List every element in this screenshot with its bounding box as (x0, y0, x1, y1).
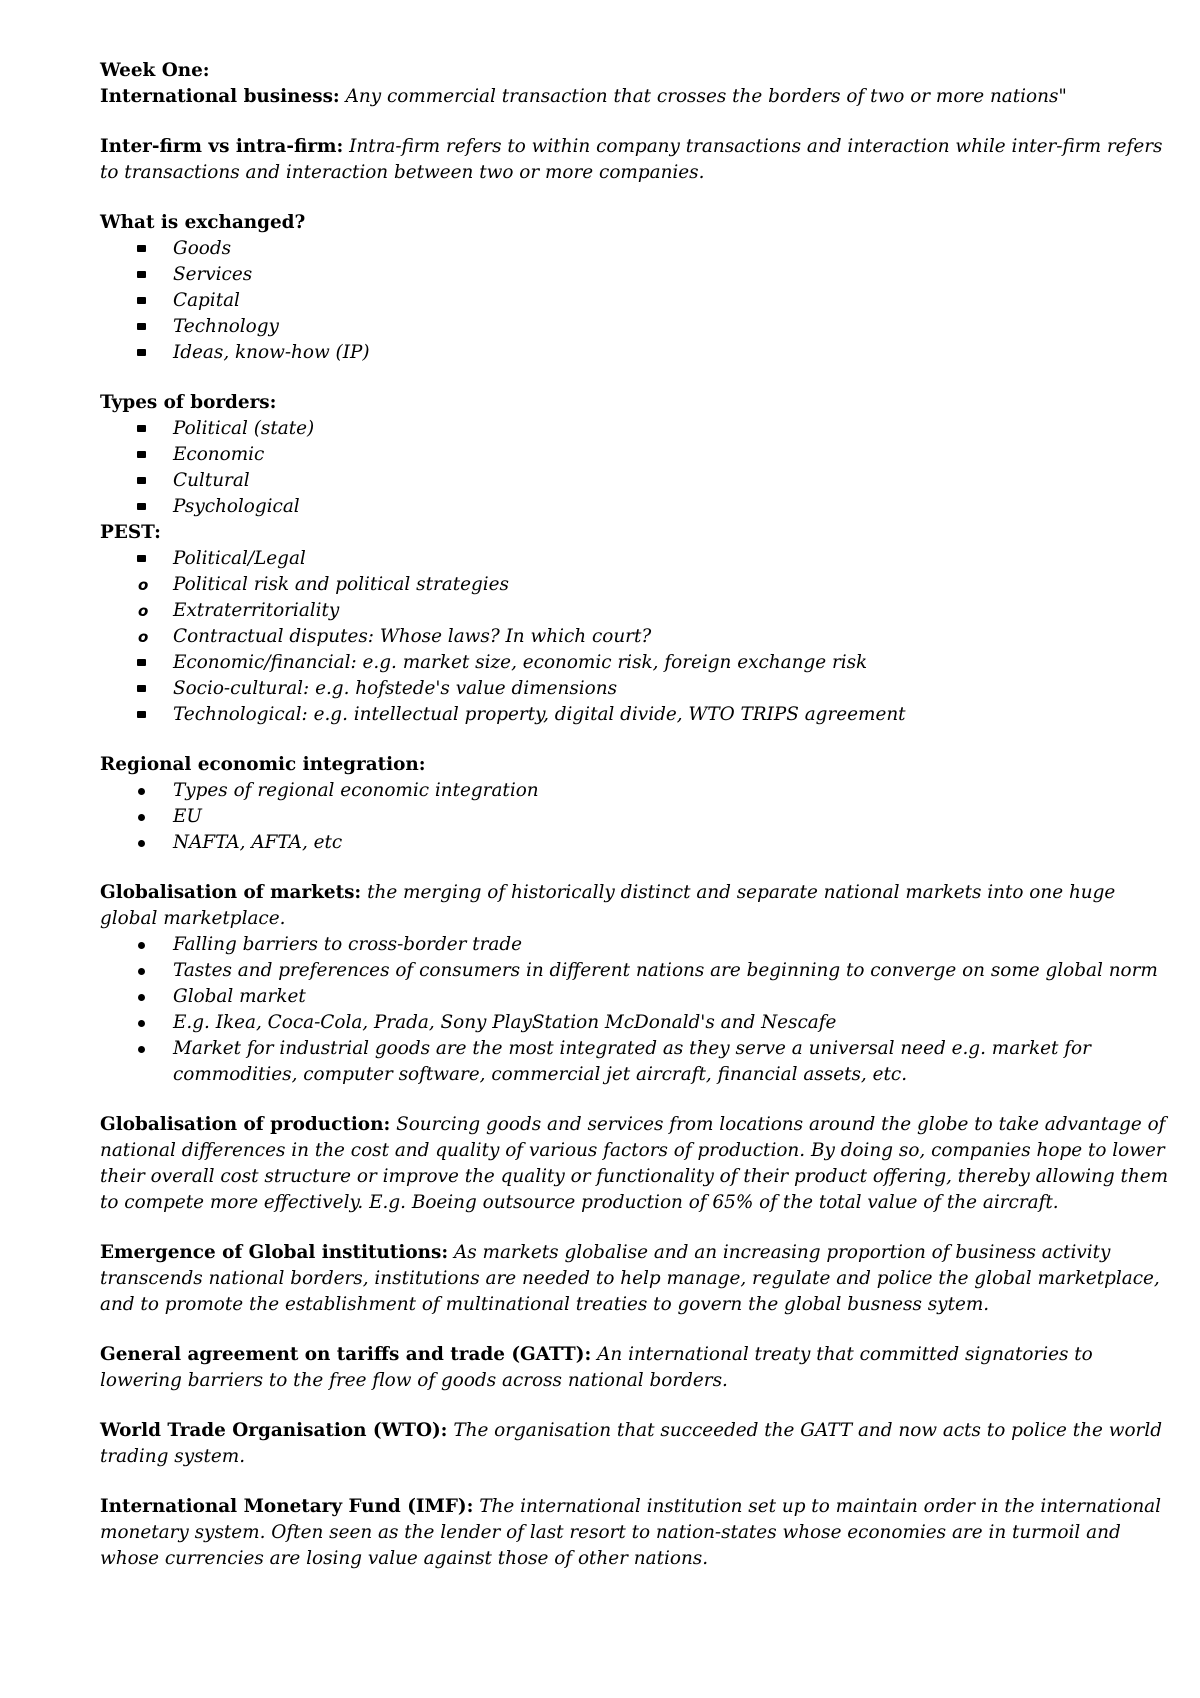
list-item: Types of regional economic integration (100, 778, 1170, 804)
inter-intra-paragraph (100, 134, 1170, 186)
list-item: Political (state) (100, 416, 1170, 442)
pest-list (100, 546, 1170, 572)
pest-list-continued (100, 650, 1170, 728)
institutions-definition: As markets globalise and an increasing proportion of business activity transcends national borders, institutions are needed to help manage, regulate and police the global marketplace, and to promote the establishment of multinational treaties to govern the global busness sytem. (100, 1242, 1160, 1315)
glob-production-paragraph (100, 1112, 1170, 1216)
list-item: Services (100, 262, 1170, 288)
sub-list-item: o Extraterritoriality (27, 598, 1097, 624)
list-item: Capital (100, 288, 1170, 314)
borders-list (100, 416, 1170, 520)
imf-definition: The international institution set up to maintain order in the international monetary system. Often seen as the lender of last resort to nation-states whose economies are in turmoil and whose currencies are losing value against those of other nations. (100, 1496, 1162, 1569)
intl-business-definition: Any commercial transaction that crosses the borders of two or more nations" (345, 86, 1067, 107)
list-item: E.g. Ikea, Coca-Cola, Prada, Sony PlayStation McDonald's and Nescafe (100, 1010, 1170, 1036)
imf-paragraph (100, 1494, 1170, 1572)
list-item: NAFTA, AFTA, etc (100, 830, 1170, 856)
pest-political-label: Political/Legal (173, 548, 306, 569)
list-item: Market for industrial goods are the most integrated as they serve a universal need e.g. market for commodities, computer software, commercial jet aircraft, financial assets, etc. (100, 1036, 1170, 1088)
wto-definition: The organisation that succeeded the GATT and now acts to police the world trading system. (100, 1420, 1162, 1467)
institutions-paragraph (100, 1240, 1170, 1318)
document-page (100, 58, 1170, 1572)
pest-political-sublist (100, 572, 1170, 650)
gatt-term: General agreement on tariffs and trade (GATT): (100, 1344, 592, 1365)
wto-paragraph (100, 1418, 1170, 1470)
list-item: Economic (100, 442, 1170, 468)
regional-heading: Regional economic integration: (100, 754, 426, 775)
regional-list (100, 778, 1170, 856)
institutions-term: Emergence of Global institutions: (100, 1242, 449, 1263)
glob-markets-paragraph (100, 880, 1170, 932)
list-item: Global market (100, 984, 1170, 1010)
sub-list-item: o Political risk and political strategies (27, 572, 1097, 598)
list-item: Ideas, know-how (IP) (100, 340, 1170, 366)
exchanged-list (100, 236, 1170, 366)
pest-heading: PEST: (100, 522, 161, 543)
list-item: Psychological (100, 494, 1170, 520)
list-item: Cultural (100, 468, 1170, 494)
borders-heading: Types of borders: (100, 392, 277, 413)
list-item: Goods (100, 236, 1170, 262)
wto-term: World Trade Organisation (WTO): (100, 1420, 448, 1441)
list-item (100, 546, 1170, 572)
list-item: Technology (100, 314, 1170, 340)
sub-list-item: o Contractual disputes: Whose laws? In which court? (27, 624, 1097, 650)
imf-term: International Monetary Fund (IMF): (100, 1496, 474, 1517)
glob-markets-term: Globalisation of markets: (100, 882, 362, 903)
glob-production-definition: Sourcing goods and services from locations around the globe to take advantage of national differences in the cost and quality of various factors of production. By doing so, companies hope to lower their overall cost structure or improve the quality or functionality of their product offering, thereby allowing them to compete more effectively. E.g. Boeing outsource production of 65% of the total value of the aircraft. (100, 1114, 1169, 1213)
intl-business-paragraph (100, 84, 1170, 110)
glob-markets-definition: the merging of historically distinct and separate national markets into one huge global marketplace. (100, 882, 1116, 929)
glob-markets-list (100, 932, 1170, 1088)
list-item: Tastes and preferences of consumers in different nations are beginning to converge on some global norm (100, 958, 1170, 984)
list-item: Socio-cultural: e.g. hofstede's value dimensions (100, 676, 1170, 702)
exchanged-heading: What is exchanged? (100, 212, 306, 233)
gatt-definition: An international treaty that committed signatories to lowering barriers to the free flow of goods across national borders. (100, 1344, 1093, 1391)
intl-business-term: International business: (100, 86, 340, 107)
week-heading: Week One: (100, 60, 210, 81)
list-item: Falling barriers to cross-border trade (100, 932, 1170, 958)
list-item: Economic/financial: e.g. market size, economic risk, foreign exchange risk (100, 650, 1170, 676)
glob-production-term: Globalisation of production: (100, 1114, 391, 1135)
list-item: EU (100, 804, 1170, 830)
inter-intra-definition: Intra-firm refers to within company transactions and interaction while inter-firm refers to transactions and interaction between two or more companies. (100, 136, 1163, 183)
inter-intra-term: Inter-firm vs intra-firm: (100, 136, 344, 157)
list-item: Technological: e.g. intellectual property, digital divide, WTO TRIPS agreement (100, 702, 1170, 728)
gatt-paragraph (100, 1342, 1170, 1394)
